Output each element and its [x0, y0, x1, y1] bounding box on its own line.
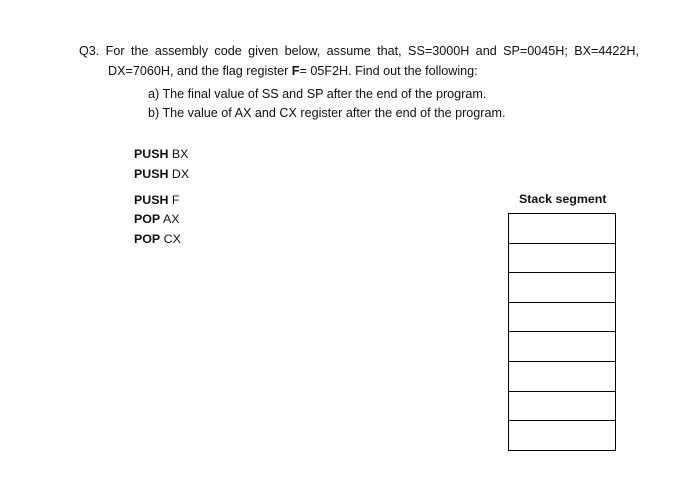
question-text-line2 [108, 64, 478, 78]
code-line [134, 212, 179, 226]
code-line [134, 167, 189, 181]
code-op: PUSH [134, 147, 169, 161]
stack-cell [509, 214, 615, 244]
stack-segment-title: Stack segment [519, 192, 607, 206]
stack-cell [509, 273, 615, 303]
code-line [134, 147, 188, 161]
stack-cell [509, 421, 615, 451]
stack-cell [509, 362, 615, 392]
code-op: POP [134, 212, 161, 226]
code-arg: CX [163, 232, 181, 246]
question-line2-start: DX=7060H, and the flag register [108, 64, 292, 78]
question-line2-end: = 05F2H. Find out the following: [299, 64, 478, 78]
stack-cell [509, 244, 615, 274]
question-text-line1: Q3. For the assembly code given below, assume that, SS=3000H and SP=0045H; BX=4422H, [79, 44, 639, 58]
code-line [134, 232, 181, 246]
subpart-a: a) The final value of SS and SP after the end of the program. [148, 87, 487, 101]
code-arg: DX [171, 167, 190, 181]
code-line [134, 193, 179, 207]
code-arg: AX [162, 212, 180, 226]
stack-segment-table [508, 213, 616, 451]
code-arg: BX [171, 147, 189, 161]
code-op: POP [134, 232, 161, 246]
code-arg: F [171, 193, 180, 207]
code-op: PUSH [134, 167, 169, 181]
stack-cell [509, 303, 615, 333]
subpart-b: b) The value of AX and CX register after the end of the program. [148, 106, 506, 120]
stack-cell [509, 332, 615, 362]
code-op: PUSH [134, 193, 169, 207]
flag-register-label: F [291, 64, 300, 78]
stack-cell [509, 392, 615, 422]
